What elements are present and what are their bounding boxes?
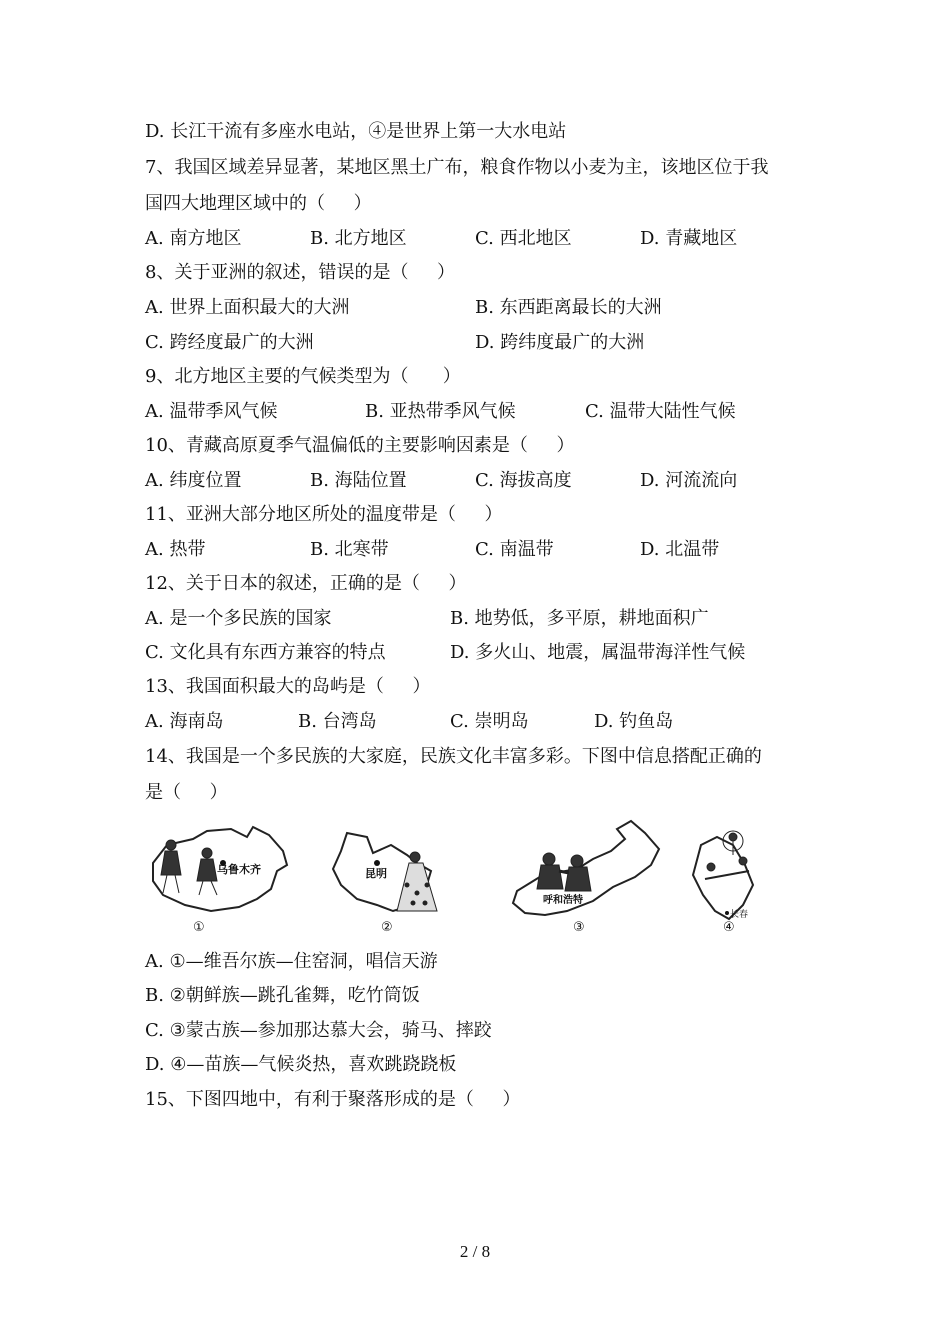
city-urumqi-label: 乌鲁木齐 [217,863,261,876]
changchun-dot [725,911,729,915]
q10-option-a: A. 纬度位置 [145,470,242,491]
question-8: 8、关于亚洲的叙述，错误的是（ ） [145,262,456,283]
question-15: 15、下图四地中，有利于聚落形成的是（ ） [145,1089,521,1110]
q10-option-c: C. 海拔高度 [475,470,572,491]
figure-number-4: ④ [723,920,735,935]
figure-number-1: ① [193,920,205,935]
q7-option-d: D. 青藏地区 [640,228,738,249]
q10-option-d: D. 河流流向 [640,470,738,491]
kunming-dot [374,860,380,866]
q11-option-d: D. 北温带 [640,539,720,560]
question-7-line-2: 国四大地理区域中的（ ） [145,193,372,214]
q7-option-a: A. 南方地区 [145,228,242,249]
q14-option-d: D. ④—苗族—气候炎热，喜欢跳跷跷板 [145,1054,457,1075]
q12-option-c: C. 文化具有东西方兼容的特点 [145,642,386,663]
q8-option-d: D. 跨纬度最广的大洲 [475,332,645,353]
q9-option-c: C. 温带大陆性气候 [585,401,736,422]
q12-option-d: D. 多火山、地震，属温带海洋性气候 [450,642,746,663]
question-13: 13、我国面积最大的岛屿是（ ） [145,676,431,697]
q14-option-c: C. ③蒙古族—参加那达慕大会，骑马、摔跤 [145,1020,492,1041]
q8-option-b: B. 东西距离最长的大洲 [475,297,662,318]
q7-option-b: B. 北方地区 [310,228,407,249]
q13-option-d: D. 钓鱼岛 [594,711,674,732]
question-14-line-1: 14、我国是一个多民族的大家庭，民族文化丰富多彩。下图中信息搭配正确的 [145,746,762,767]
figure-number-2: ② [381,920,393,935]
city-hohhot-label: 呼和浩特 [543,895,583,906]
figure-number-3: ③ [573,920,585,935]
q11-option-c: C. 南温带 [475,539,554,560]
question-7-line-1: 7、我国区域差异显著，某地区黑土广布，粮食作物以小麦为主，该地区位于我 [145,157,769,178]
page-number: 2 / 8 [459,1242,491,1261]
q9-option-a: A. 温带季风气候 [145,401,278,422]
city-kunming-label: 昆明 [365,867,387,880]
question-14-line-2: 是（ ） [145,782,228,803]
q8-option-c: C. 跨经度最广的大洲 [145,332,314,353]
q10-option-b: B. 海陆位置 [310,470,407,491]
q14-option-a: A. ①—维吾尔族—住窑洞，唱信天游 [145,951,438,972]
q12-option-a: A. 是一个多民族的国家 [145,608,332,629]
question-11: 11、亚洲大部分地区所处的温度带是（ ） [145,504,503,525]
city-changchun-label: 长春 [730,910,749,920]
ethnic-culture-maps-figure [145,815,765,937]
q13-option-b: B. 台湾岛 [298,711,377,732]
question-9: 9、北方地区主要的气候类型为（ ） [145,366,461,387]
q14-option-b: B. ②朝鲜族—跳孔雀舞，吃竹筒饭 [145,985,420,1006]
question-10: 10、青藏高原夏季气温偏低的主要影响因素是（ ） [145,435,575,456]
q8-option-a: A. 世界上面积最大的大洲 [145,297,350,318]
q7-option-c: C. 西北地区 [475,228,572,249]
question-12: 12、关于日本的叙述，正确的是（ ） [145,573,467,594]
q12-option-b: B. 地势低，多平原，耕地面积广 [450,608,709,629]
q11-option-b: B. 北寒带 [310,539,389,560]
q9-option-b: B. 亚热带季风气候 [365,401,516,422]
q13-option-a: A. 海南岛 [145,711,224,732]
q13-option-c: C. 崇明岛 [450,711,529,732]
q11-option-a: A. 热带 [145,539,206,560]
line-q6-option-d: D. 长江干流有多座水电站，④是世界上第一大水电站 [145,121,567,142]
